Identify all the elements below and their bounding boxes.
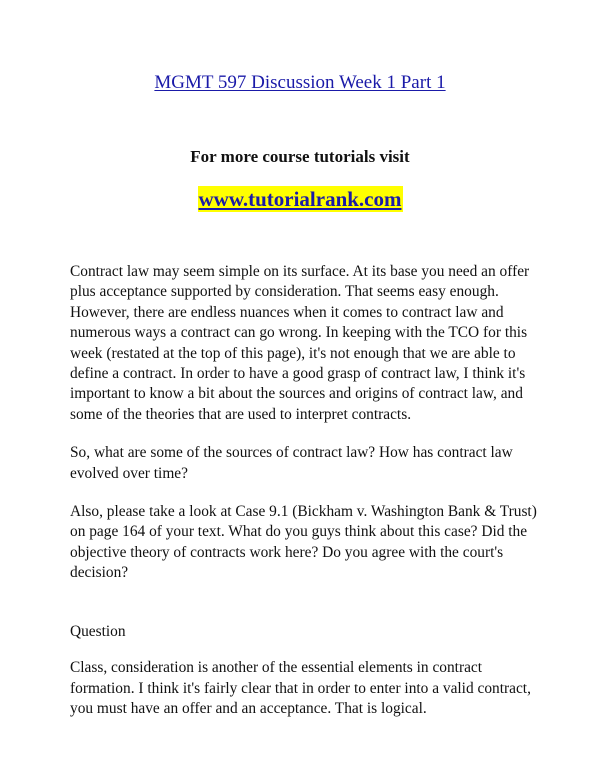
body-paragraph-case: Also, please take a look at Case 9.1 (Bickham v. Washington Bank & Trust) on page 164 of your text. What do you guys think about this case? Did the objective theory of contracts work here? Do you agree with the court's decision? xyxy=(70,503,537,582)
question-heading: Question xyxy=(70,622,126,640)
document-title-link[interactable]: MGMT 597 Discussion Week 1 Part 1 xyxy=(154,72,446,93)
question-paragraph: Class, consideration is another of the essential elements in contract formation. I think it's fairly clear that in order to enter into a valid contract, you must have an offer and an acceptance. That is logical. xyxy=(70,659,531,717)
website-link[interactable]: www.tutorialrank.com xyxy=(198,187,402,211)
body-paragraph-intro: Contract law may seem simple on its surface. At its base you need an offer plus acceptance supported by consideration. That seems easy enough. However, there are endless nuances when it comes to contract law and numerous ways a contract can go wrong. In keeping with the TCO for this week (restated at the top of this page), it's not enough that we are able to define a contract. In order to have a good grasp of contract law, I think it's important to know a bit about the sources and origins of contract law, and some of the theories that are used to interpret contracts. xyxy=(70,263,530,423)
website-link-container xyxy=(0,186,600,212)
document-body xyxy=(70,262,540,737)
tutorials-tagline: For more course tutorials visit xyxy=(190,147,410,166)
body-paragraph-sources: So, what are some of the sources of contract law? How has contract law evolved over time? xyxy=(70,444,513,482)
